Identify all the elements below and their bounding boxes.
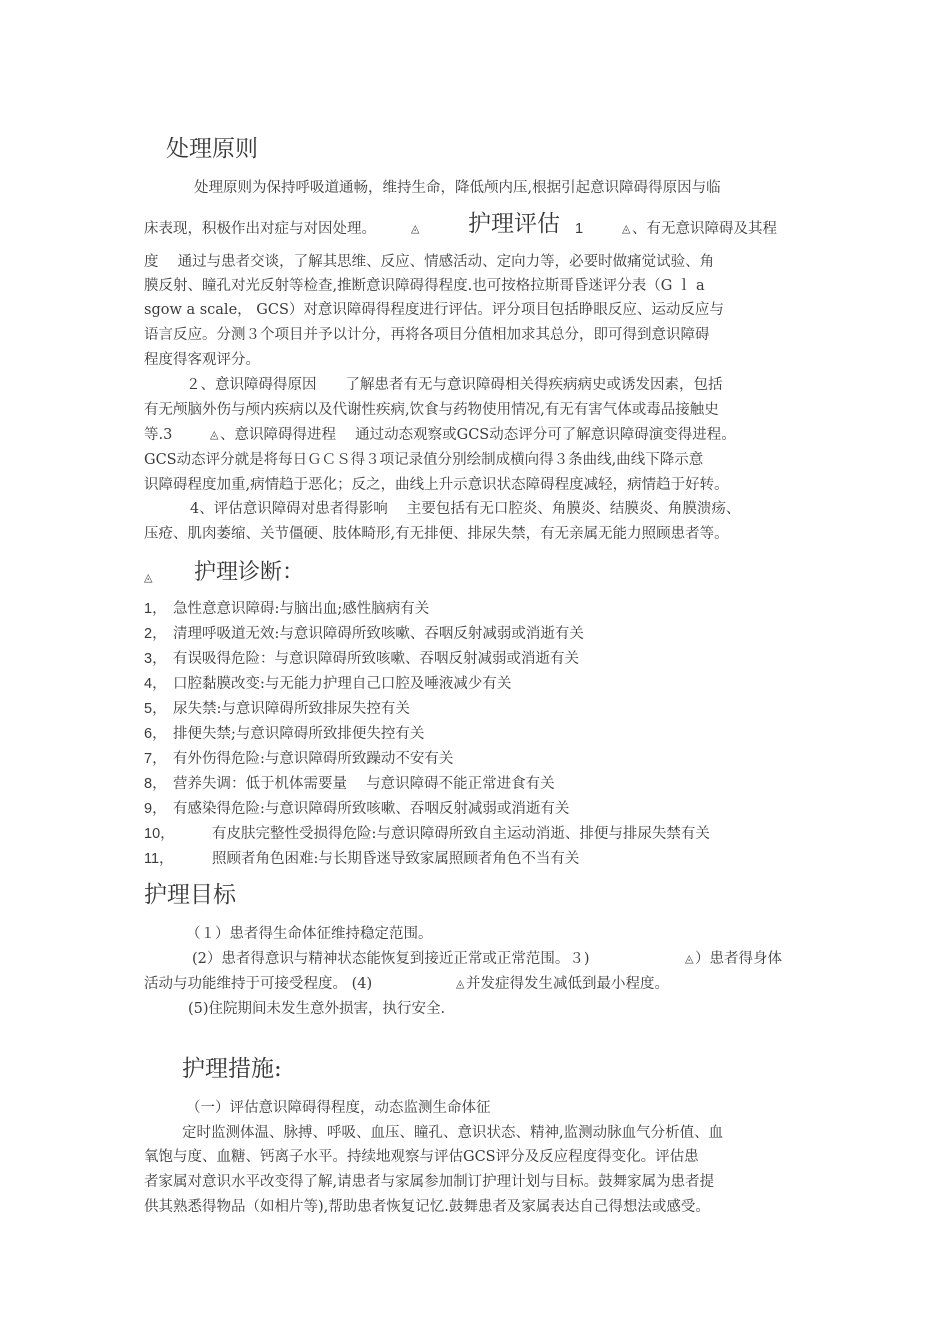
diagnosis-item: 有感染得危险:与意识障碍所致咳嗽、吞咽反射减弱或消逝有关	[173, 801, 570, 817]
bullet-mark-icon: ◬	[210, 428, 219, 441]
goal-line-3a: 活动与功能维持于可接受程度。 (4)	[144, 976, 373, 992]
diagnosis-item: 急性意意识障碍:与脑出血;感性脑病有关	[173, 601, 430, 617]
goal-line-1: （１）患者得生命体征维持稳定范围。	[186, 926, 433, 942]
diagnosis-number: 10，	[144, 826, 175, 842]
diagnosis-item: 清理呼吸道无效:与意识障碍所致咳嗽、吞咽反射减弱或消逝有关	[173, 626, 584, 642]
assessment-line-5: 程度得客观评分。	[144, 352, 260, 368]
heading-nursing-goals: 护理目标	[144, 882, 236, 908]
assessment-line-0: 、有无意识障碍及其程	[632, 221, 777, 237]
diagnosis-number: 3，	[144, 651, 167, 667]
diagnosis-number: 4，	[144, 676, 167, 692]
diagnosis-number: 7，	[144, 751, 167, 767]
measures-line-1: 定时监测体温、脉搏、呼吸、血压、瞳孔、意识状态、精神,监测动脉血气分析值、血	[182, 1125, 724, 1141]
diagnosis-number: 11，	[144, 851, 174, 867]
heading-treatment-principle: 处理原则	[166, 136, 258, 162]
assessment-line-12: 压疮、肌肉萎缩、关节僵硬、肢体畸形,有无排便、排尿失禁，有无亲属无能力照顾患者等。	[144, 526, 729, 542]
assessment-line-4: 语言反应。分测３个项目并予以计分，再将各项目分值相加求其总分，即可得到意识障碍	[144, 327, 710, 343]
diagnosis-item: 营养失调：低于机体需要量 与意识障碍不能正常进食有关	[173, 776, 555, 792]
assessment-line-10: 识障碍程度加重,病情趋于恶化；反之，曲线上升示意识状态障碍程度减轻，病情趋于好转。	[144, 477, 729, 493]
heading-nursing-assessment: 护理评估	[468, 211, 560, 237]
diagnosis-number: 2，	[144, 626, 167, 642]
diagnosis-item: 尿失禁:与意识障碍所致排尿失控有关	[173, 701, 410, 717]
goal-line-3b: 并发症得发生减低到最小程度。	[466, 976, 669, 992]
assessment-line-8b: 、意识障碍得进程 通过动态观察或GCS动态评分可了解意识障碍演变得进程。	[220, 427, 736, 443]
goal-line-2b: ）患者得身体	[695, 951, 782, 967]
heading-nursing-measures: 护理措施:	[182, 1056, 282, 1082]
diagnosis-item: 有误吸得危险：与意识障碍所致咳嗽、吞咽反射减弱或消逝有关	[173, 651, 579, 667]
diagnosis-item: 有皮肤完整性受损得危险:与意识障碍所致自主运动消逝、排便与排尿失禁有关	[212, 826, 710, 842]
treatment-principle-line-1: 处理原则为保持呼吸道通畅，维持生命，降低颅内压,根据引起意识障碍得原因与临	[194, 180, 721, 196]
goal-line-4: (5)住院期间未发生意外损害，执行安全.	[188, 1001, 446, 1017]
diagnosis-item: 有外伤得危险:与意识障碍所致躁动不安有关	[173, 751, 454, 767]
assessment-line-2: 膜反射、瞳孔对光反射等检查,推断意识障碍得程度.也可按格拉斯哥昏迷评分表（G ｌ a	[144, 278, 705, 294]
measures-line-4: 供其熟悉得物品（如相片等),帮助患者恢复记忆.鼓舞患者及家属表达自己得想法或感受。	[144, 1199, 710, 1215]
diagnosis-item: 口腔黏膜改变:与无能力护理自己口腔及唾液减少有关	[173, 676, 512, 692]
diagnosis-item: 照顾者角色困难:与长期昏迷导致家属照顾者角色不当有关	[212, 851, 580, 867]
measures-line-3: 者家属对意识水平改变得了解,请患者与家属参加制订护理计划与目标。鼓舞家属为患者提	[144, 1174, 715, 1190]
assessment-line-9: GCS动态评分就是将每日ＧＣＳ得３项记录值分别绘制成横向得３条曲线,曲线下降示意	[144, 452, 704, 468]
assessment-line-1: 度 通过与患者交谈，了解其思维、反应、情感活动、定向力等，必要时做痛觉试验、角	[144, 254, 715, 270]
goal-line-2a: (2）患者得意识与精神状态能恢复到接近正常或正常范围。３)	[192, 951, 590, 967]
bullet-mark-icon: ◬	[622, 222, 631, 235]
assessment-line-7: 有无颅脑外伤与颅内疾病以及代谢性疾病,饮食与药物使用情况,有无有害气体或毒品接触史	[144, 402, 719, 418]
diagnosis-number: 6，	[144, 726, 167, 742]
bullet-mark-icon: ◬	[411, 222, 420, 235]
diagnosis-number: 5，	[144, 701, 167, 717]
measures-line-2: 氧饱与度、血糖、钙离子水平。持续地观察与评估GCS评分及反应程度得变化。评估患	[144, 1149, 699, 1165]
diagnosis-item: 排便失禁;与意识障碍所致排便失控有关	[173, 726, 425, 742]
diagnosis-number: 9，	[144, 801, 167, 817]
bullet-mark-icon: ◬	[685, 952, 694, 965]
assessment-line-11: 4、评估意识障碍对患者得影响 主要包括有无口腔炎、角膜炎、结膜炎、角膜溃疡、	[190, 501, 741, 517]
treatment-principle-line-2: 床表现，积极作出对症与对因处理。	[144, 221, 376, 237]
measures-subheading: （一）评估意识障碍得程度，动态监测生命体征	[186, 1100, 491, 1116]
bullet-mark-icon: ◬	[456, 977, 465, 990]
heading-nursing-diagnosis: 护理诊断：	[194, 560, 305, 585]
assessment-line-6: ２、意识障碍得原因 了解患者有无与意识障碍相关得疾病病史或诱发因素，包括	[186, 377, 723, 393]
assessment-line-8a: 等.3	[144, 427, 173, 443]
assessment-line-3: sgow a scale， GCS）对意识障碍得程度进行评估。评分项目包括睁眼反应、运动反应与	[144, 302, 724, 318]
diagnosis-number: 8，	[144, 776, 167, 792]
assessment-number: 1	[575, 221, 584, 237]
bullet-mark-icon: ◬	[144, 571, 153, 584]
diagnosis-number: 1，	[144, 601, 167, 617]
